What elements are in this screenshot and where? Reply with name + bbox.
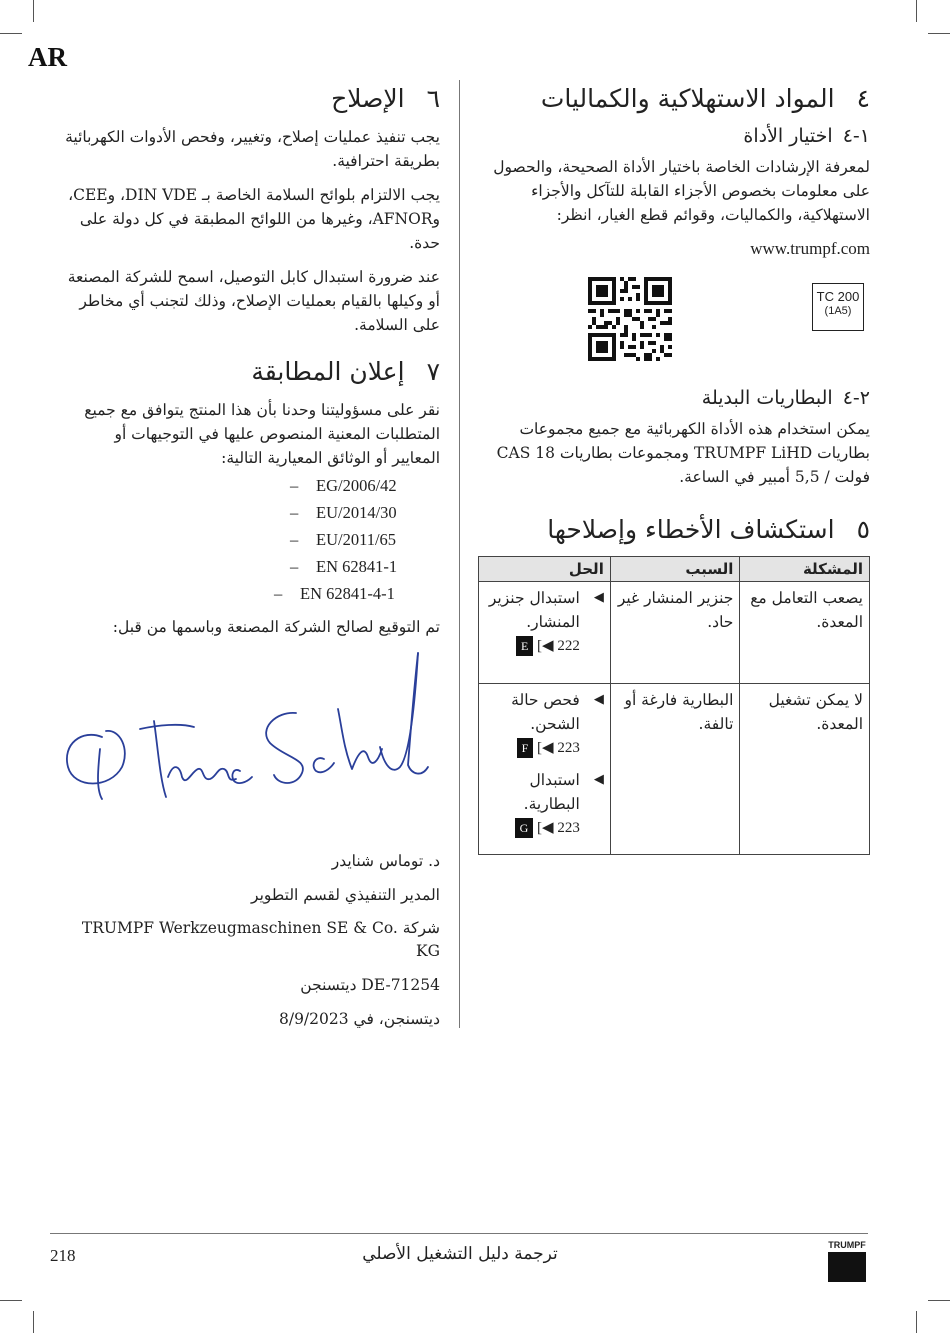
- signatory-block: [62, 849, 440, 1031]
- section-4-heading: [478, 84, 870, 113]
- crop-mark: [916, 1311, 917, 1333]
- chapter-badge: E: [516, 636, 533, 656]
- section-title: استكشاف الأخطاء وإصلاحها: [547, 515, 835, 544]
- page-reference[interactable]: G [◀ 223: [485, 816, 580, 840]
- section-number: ٧: [426, 357, 440, 386]
- table-row: [479, 582, 870, 684]
- list-item: – EN 62841-1: [290, 557, 398, 576]
- chapter-badge: F: [517, 738, 534, 758]
- page-reference[interactable]: F [◀ 223: [485, 736, 580, 760]
- link-arrow-icon: ◀: [542, 820, 554, 836]
- language-code: AR: [28, 42, 67, 72]
- crop-mark: [928, 33, 950, 34]
- subsection-4-1-heading: [478, 125, 870, 147]
- footer-title: ترجمة دليل التشغيل الأصلي: [362, 1244, 558, 1264]
- page-number-ref: 223: [557, 740, 580, 756]
- qr-code-icon: [588, 277, 672, 361]
- triangle-left-icon: ◀: [593, 590, 604, 605]
- footer-rule: [50, 1233, 868, 1234]
- subsection-4-2-heading: [478, 387, 870, 409]
- signature-date: ديتسنجن، في 8/9/2023: [278, 1010, 440, 1028]
- column-header: السبب: [610, 557, 740, 582]
- signature: [62, 649, 440, 839]
- solution-item: [485, 688, 604, 760]
- list-item: – EN 62841-4-1: [274, 584, 395, 603]
- table-cell: [479, 582, 611, 684]
- table-cell: يصعب التعامل مع المعدة.: [740, 582, 870, 684]
- link-arrow-icon: ◀: [542, 638, 554, 654]
- column-header: الحل: [479, 557, 611, 582]
- chapter-badge: G: [515, 818, 534, 838]
- solution-text: استبدال البطارية.: [523, 771, 580, 813]
- solution-item: [485, 768, 604, 840]
- section-number: ٥: [856, 515, 870, 544]
- section-title: المواد الاستهلاكية والكماليات: [540, 84, 835, 113]
- website-url[interactable]: www.trumpf.com: [750, 239, 870, 258]
- page-number: 218: [50, 1246, 76, 1265]
- paragraph: يجب تنفيذ عمليات إصلاح، وتغيير، وفحص الأدوات الكهربائية بطريقة احترافية.: [65, 128, 440, 170]
- table-cell: جنزير المنشار غير حاد.: [610, 582, 740, 684]
- signatory-role: المدير التنفيذي لقسم التطوير: [251, 886, 440, 904]
- brand-logo: [826, 1240, 868, 1282]
- paragraph: يمكن استخدام هذه الأداة الكهربائية مع جميع مجموعات بطاريات TRUMPF LiHD ومجموعات بطاريات CAS 18 فولت / 5,5 أمبير في الساعة.: [496, 420, 870, 486]
- section-number: ٤: [856, 84, 870, 113]
- paragraph: يجب الالتزام بلوائح السلامة الخاصة بـ DIN VDE، وCEE، وAFNOR، وغيرها من اللوائح المطبقة في كل دولة على حدة.: [68, 186, 440, 252]
- section-title: الإصلاح: [331, 84, 405, 113]
- triangle-left-icon: ◀: [593, 692, 604, 707]
- company-name: شركة TRUMPF Werkzeugmaschinen SE & Co. KG: [81, 919, 440, 960]
- paragraph: لمعرفة الإرشادات الخاصة باختيار الأداة الصحيحة، والحصول على معلومات بخصوص الأجزاء القابلة للتآكل والأجزاء الاستهلاكية، والكماليات، وقوائم قطع الغيار، انظر:: [493, 158, 870, 224]
- subsection-number: ٢-٤: [842, 387, 870, 409]
- table-row: [479, 684, 870, 855]
- right-column: [478, 80, 870, 855]
- qr-row: [478, 277, 870, 369]
- page-number-ref: 222: [557, 638, 580, 654]
- paragraph: تم التوقيع لصالح الشركة المصنعة وباسمها من قبل:: [112, 618, 440, 636]
- signature-image: [62, 649, 440, 839]
- table-cell: لا يمكن تشغيل المعدة.: [740, 684, 870, 855]
- section-number: ٦: [426, 84, 440, 113]
- subsection-title: اختيار الأداة: [743, 125, 833, 147]
- crop-mark: [33, 0, 34, 22]
- link-arrow-icon: ◀: [542, 740, 554, 756]
- left-column: [62, 80, 440, 1041]
- brand-name: TRUMPF: [828, 1240, 866, 1250]
- model-label-box: [812, 283, 864, 331]
- paragraph: نقر على مسؤوليتنا وحدنا بأن هذا المنتج يتوافق مع جميع المتطلبات المعنية المنصوص عليها في التوجيهات أو المعايير أو الوثائق المعيارية التالية:: [84, 401, 440, 467]
- troubleshooting-table: [478, 556, 870, 855]
- brand-logo-block: [828, 1252, 866, 1282]
- list-item: – EG/2006/42: [290, 476, 397, 495]
- table-cell: البطارية فارغة أو تالفة.: [610, 684, 740, 855]
- crop-mark: [0, 1300, 22, 1301]
- page-reference[interactable]: E [◀ 222: [485, 634, 580, 658]
- crop-mark: [928, 1300, 950, 1301]
- subsection-number: ١-٤: [842, 125, 870, 147]
- column-header: المشكلة: [740, 557, 870, 582]
- subsection-title: البطاريات البديلة: [701, 387, 833, 409]
- list-item: – EU/2011/65: [290, 530, 397, 549]
- paragraph: عند ضرورة استبدال كابل التوصيل، اسمح للشركة المصنعة أو وكيلها بالقيام بعمليات الإصلاح، وذلك لتجنب أي مخاطر على السلامة.: [67, 268, 440, 334]
- model-name: TC 200: [816, 289, 860, 304]
- table-header-row: [479, 557, 870, 582]
- solution-item: [485, 586, 604, 658]
- crop-mark: [0, 33, 22, 34]
- column-divider: [459, 80, 460, 1028]
- standards-list: [62, 472, 440, 607]
- crop-mark: [33, 1311, 34, 1333]
- section-6-heading: [62, 84, 440, 113]
- section-title: إعلان المطابقة: [251, 357, 405, 386]
- list-item: – EU/2014/30: [290, 503, 397, 522]
- model-code: (1A5): [824, 305, 852, 317]
- crop-mark: [916, 0, 917, 22]
- section-5-heading: [478, 515, 870, 544]
- triangle-left-icon: ◀: [593, 772, 604, 787]
- solution-text: فحص حالة الشحن.: [511, 691, 580, 733]
- signatory-name: د. توماس شنايدر: [331, 852, 440, 870]
- company-location: DE-71254 ديتسنجن: [300, 976, 440, 994]
- page-number-ref: 223: [557, 820, 580, 836]
- table-cell: [479, 684, 611, 855]
- section-7-heading: [62, 357, 440, 386]
- solution-text: استبدال جنزير المنشار.: [488, 589, 580, 631]
